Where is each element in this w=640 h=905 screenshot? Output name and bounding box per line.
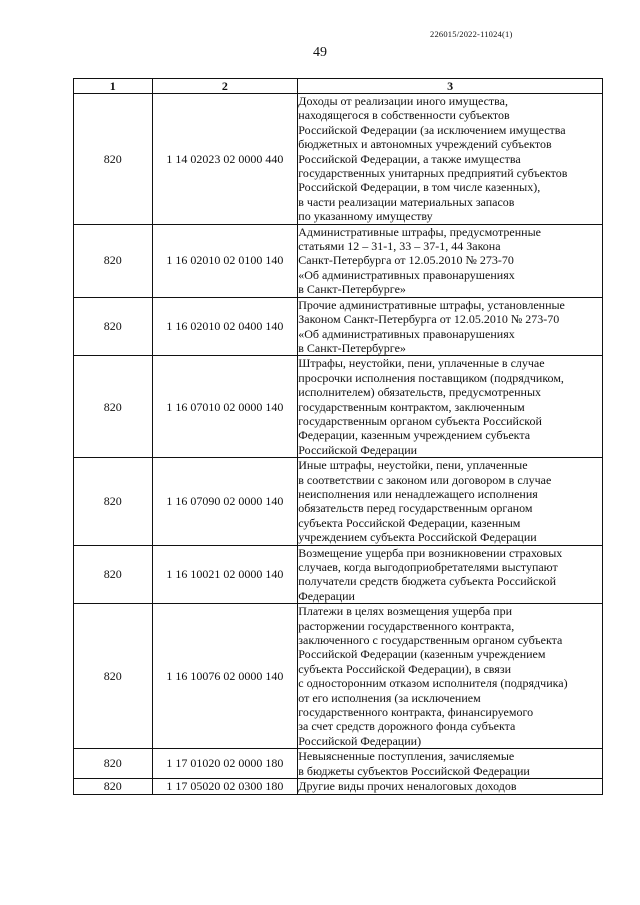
description-line: Административные штрафы, предусмотренные [298, 224, 541, 239]
revenue-description-cell [298, 458, 603, 545]
revenue-description-cell [298, 749, 603, 779]
description-line: учреждением субъекта Российской Федерации [298, 530, 537, 545]
revenue-codes-table [73, 78, 603, 795]
administrator-code-cell: 820 [74, 356, 153, 458]
description-line: статьями 12 – 31-1, 33 – 37-1, 44 Закона [298, 239, 501, 254]
description-line: Штрафы, неустойки, пени, уплаченные в случае [298, 356, 545, 371]
revenue-description-cell [298, 356, 603, 458]
description-line: просрочки исполнения поставщиком (подрядчиком, [298, 370, 564, 385]
description-line: Российской Федерации, а также имущества [298, 151, 521, 166]
description-line: находящегося в собственности субъектов [298, 108, 510, 123]
table-row [74, 94, 603, 225]
description-line: государственных унитарных предприятий субъектов [298, 166, 568, 181]
description-line: Другие виды прочих неналоговых доходов [298, 779, 517, 794]
description-line: Российской Федерации) [298, 733, 422, 748]
table-row [74, 604, 603, 749]
column-header-2: 2 [152, 79, 298, 94]
table-row [74, 749, 603, 779]
description-line: по указанному имуществу [298, 209, 433, 224]
description-line: «Об административных правонарушениях [298, 267, 515, 282]
description-line: случаев, когда выгодоприобретателями выступают [298, 560, 558, 574]
description-line: Законом Санкт-Петербурга от 12.05.2010 № 273-70 [298, 312, 560, 327]
revenue-description-cell [298, 604, 603, 749]
description-line: бюджетных и автономных учреждений субъектов [298, 137, 552, 152]
description-line: в Санкт-Петербурге» [298, 282, 406, 297]
administrator-code-cell: 820 [74, 94, 153, 225]
description-line: государственным органом субъекта Российской [298, 413, 542, 428]
budget-classification-code-cell: 1 16 02010 02 0100 140 [152, 224, 298, 297]
description-line: Санкт-Петербурга от 12.05.2010 № 273-70 [298, 253, 514, 268]
budget-classification-code-cell: 1 17 05020 02 0300 180 [152, 779, 298, 794]
description-line: в части реализации материальных запасов [298, 194, 515, 209]
revenue-description-cell [298, 545, 603, 604]
table-row [74, 297, 603, 356]
revenue-description-cell [298, 224, 603, 297]
description-line: Федерации, казенным учреждением субъекта [298, 428, 531, 443]
description-line: «Об административных правонарушениях [298, 326, 515, 341]
table-row [74, 545, 603, 604]
administrator-code-cell: 820 [74, 749, 153, 779]
budget-classification-code-cell: 1 16 10076 02 0000 140 [152, 604, 298, 749]
description-line: обязательств перед государственным органом [298, 501, 533, 516]
description-line: расторжении государственного контракта, [298, 618, 515, 633]
description-line: от его исполнения (за исключением [298, 690, 481, 705]
description-line: Федерации [298, 588, 355, 603]
description-line: Возмещение ущерба при возникновении страховых [298, 545, 563, 560]
revenue-description-cell [298, 779, 603, 794]
budget-classification-code-cell: 1 14 02023 02 0000 440 [152, 94, 298, 225]
budget-classification-code-cell: 1 16 07090 02 0000 140 [152, 458, 298, 545]
description-line: Российской Федерации (за исключением имущества [298, 122, 566, 137]
administrator-code-cell: 820 [74, 779, 153, 794]
revenue-description-cell [298, 94, 603, 225]
description-line: Доходы от реализации иного имущества, [298, 94, 509, 108]
description-line: с односторонним отказом исполнителя (подрядчика) [298, 676, 568, 691]
description-line: заключенного с государственным органом субъекта [298, 633, 563, 648]
description-line: Иные штрафы, неустойки, пени, уплаченные [298, 458, 528, 473]
document-number: 226015/2022-11024(1) [430, 29, 513, 39]
administrator-code-cell: 820 [74, 297, 153, 356]
description-line: государственного контракта, финансируемого [298, 705, 534, 720]
description-line: в Санкт-Петербурге» [298, 340, 406, 355]
table-row [74, 779, 603, 794]
revenue-description-cell [298, 297, 603, 356]
description-line: в соответствии с законом или договором в случае [298, 472, 552, 487]
description-line: за счет средств дорожного фонда субъекта [298, 719, 516, 734]
administrator-code-cell: 820 [74, 224, 153, 297]
budget-classification-code-cell: 1 16 10021 02 0000 140 [152, 545, 298, 604]
description-line: Российской Федерации, в том числе казенных), [298, 180, 541, 195]
table-row [74, 356, 603, 458]
table-header-row [74, 79, 603, 94]
description-line: Прочие административные штрафы, установленные [298, 297, 565, 312]
description-line: субъекта Российской Федерации), в связи [298, 661, 511, 676]
administrator-code-cell: 820 [74, 604, 153, 749]
description-line: в бюджеты субъектов Российской Федерации [298, 763, 530, 778]
description-line: получатели средств бюджета субъекта Российской [298, 574, 557, 589]
description-line: государственным контрактом, заключенным [298, 399, 525, 414]
description-line: Платежи в целях возмещения ущерба при [298, 604, 512, 619]
administrator-code-cell: 820 [74, 545, 153, 604]
table-row [74, 224, 603, 297]
budget-classification-code-cell: 1 17 01020 02 0000 180 [152, 749, 298, 779]
description-line: исполнителем) обязательств, предусмотренных [298, 385, 542, 400]
administrator-code-cell: 820 [74, 458, 153, 545]
description-line: субъекта Российской Федерации, казенным [298, 515, 521, 530]
column-header-3: 3 [298, 79, 603, 94]
description-line: неисполнения или ненадлежащего исполнения [298, 486, 538, 501]
description-line: Невыясненные поступления, зачисляемые [298, 749, 515, 764]
budget-classification-code-cell: 1 16 02010 02 0400 140 [152, 297, 298, 356]
page-number: 49 [313, 45, 327, 60]
table-row [74, 458, 603, 545]
budget-classification-code-cell: 1 16 07010 02 0000 140 [152, 356, 298, 458]
description-line: Российской Федерации (казенным учреждением [298, 647, 546, 662]
column-header-1: 1 [74, 79, 153, 94]
description-line: Российской Федерации [298, 442, 418, 457]
